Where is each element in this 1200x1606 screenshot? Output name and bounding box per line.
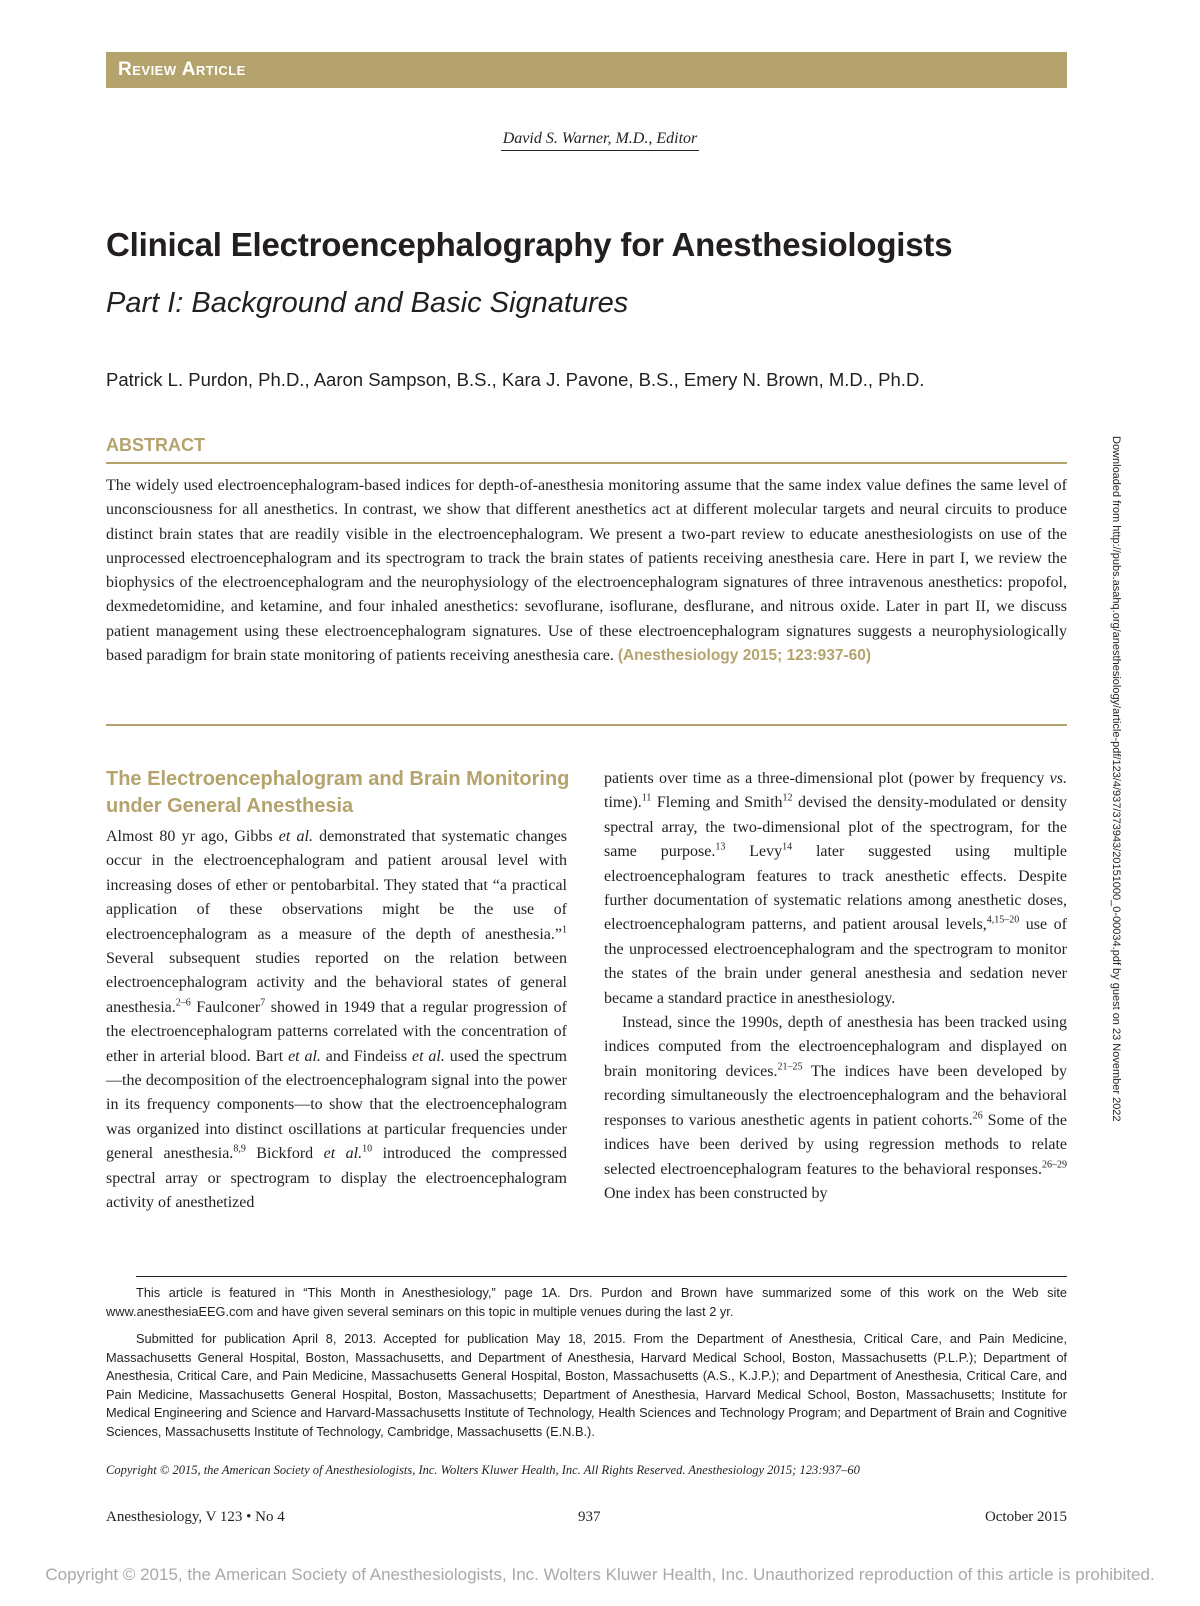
download-watermark: Downloaded from http://pubs.asahq.org/anesthesiology/article-pdf/123/4/937/373943/20151000_0-00034.pdf by guest on 23 November 2022 (1110, 436, 1122, 1122)
reference-marker: 10 (362, 1143, 373, 1155)
abstract-bottom-rule (106, 724, 1067, 726)
reference-marker: 26–29 (1042, 1159, 1067, 1171)
footnote-copyright: Copyright © 2015, the American Society of Anesthesiologists, Inc. Wolters Kluwer Health, Inc. All Rights Reserved. Anesthesiology 2015; 123:937–60 (106, 1463, 860, 1477)
footnote-submitted: Submitted for publication April 8, 2013. Accepted for publication May 18, 2015. From the Department of Anesthesia, Critical Care, and Pain Medicine, Massachusetts General Hospital, Boston, Massachusetts, and Department of Anesthesia, Harvard Medical School, Boston, Massachusetts (P.L.P.); Department of Anesthesia, Critical Care, and Pain Medicine, Massachusetts General Hospital, Boston, Massachusetts (A.S., K.J.P.); and Department of Anesthesia, Critical Care, and Pain Medicine, Massachusetts General Hospital, Boston, Massachusetts; Department of Anesthesia, Harvard Medical School, Boston, Massachusetts; Institute for Medical Engineering and Science and Harvard-Massachusetts Institute of Technology, Health Sciences and Technology Program; and Department of Brain and Cognitive Sciences, Massachusetts Institute of Technology, Cambridge, Massachusetts (E.N.B.). (106, 1331, 1067, 1439)
body-column-right (604, 767, 1067, 1206)
reference-marker: 7 (260, 997, 266, 1009)
footer-page-number: 937 (578, 1509, 601, 1525)
reference-marker: 8,9 (233, 1143, 246, 1155)
body-paragraph: Instead, since the 1990s, depth of anesthesia has been tracked using indices computed from the electroencephalogram and displayed on brain monitoring devices.$^{21-25}$ The indices have been developed by recording simultaneously the electroencephalogram and the behavioral responses to various anesthetic agents in patient cohorts.$^{26}$ Some of the indices have been derived by using regression methods to relate selected electroencephalogram features to the behavioral responses.$^{26-29}$ One index has been constructed by (604, 1014, 1068, 1202)
abstract-body (106, 474, 1067, 668)
article-title: Clinical Electroencephalography for Anesthesiologists (106, 226, 953, 263)
author-list: Patrick L. Purdon, Ph.D., Aaron Sampson, B.S., Kara J. Pavone, B.S., Emery N. Brown, M.D., Ph.D. (106, 369, 925, 390)
editor-name: David S. Warner, M.D., Editor (501, 130, 700, 151)
abstract-text: The widely used electroencephalogram-based indices for depth-of-anesthesia monitoring assume that the same index value defines the same level of unconsciousness for all anesthetics. In contrast, we show that different anesthetics act at different molecular targets and neural circuits to produce distinct brain states that are readily visible in the electroencephalogram. We present a two-part review to educate anesthesiologists on use of the unprocessed electroencephalogram and its spectrogram to track the brain states of patients receiving anesthesia care. Here in part I, we review the biophysics of the electroencephalogram and the neurophysiology of the electroencephalogram signatures of three intravenous anesthetics: propofol, dexmedetomidine, and ketamine, and four inhaled anesthetics: sevoflurane, isoflurane, desflurane, and nitrous oxide. Later in part II, we discuss patient management using these electroencephalogram signatures. Use of these electroencephalogram signatures suggests a neurophysiologically based paradigm for brain state monitoring of patients receiving anesthesia care. (106, 477, 1067, 665)
reference-marker: 4,15–20 (986, 915, 1020, 927)
reference-marker: 14 (782, 841, 793, 853)
reference-marker: 13 (715, 841, 726, 853)
reference-marker: 26 (972, 1110, 983, 1122)
section-heading: The Electroencephalogram and Brain Monitoring under General Anesthesia (106, 768, 570, 817)
body-paragraph: patients over time as a three-dimensional plot (power by frequency vs. time).$^{11}$ Fleming and Smith$^{12}$ devised the density-modulated or density spectral array, the two-dimensional plot of the spectrogram, for the same purpose.$^{13}$ Levy$^{14}$ later suggested using multiple electroencephalogram features to track anesthetic effects. Despite further documentation of systematic relations among anesthetic doses, electroencephalogram patterns, and patient arousal levels,$^{4,15-20}$ use of the unprocessed electroencephalogram and the spectrogram to monitor the states of the brain under general anesthesia and sedation never became a standard practice in anesthesiology. (604, 770, 1068, 1007)
reference-marker: 11 (641, 793, 652, 805)
footnote-rule (136, 1276, 1067, 1277)
reference-marker: 1 (562, 924, 567, 936)
body-paragraph: Almost 80 yr ago, Gibbs et al. demonstrated that systematic changes occur in the electroencephalogram and patient arousal level with increasing doses of ether or pentobarbital. They stated that “a practical application of these observations might be the use of electroencephalogram as a measure of the depth of anesthesia.”$^1$ Several subsequent studies reported on the relation between electroencephalogram activity and the behavioral states of general anesthesia.$^{2-6}$ Faulconer$^7$ showed in 1949 that a regular progression of the electroencephalogram patterns correlated with the concentration of ether in arterial blood. Bart et al. and Findeiss et al. used the spectrum—the decomposition of the electroencephalogram signal into the power in its frequency components—to show that the electroencephalogram was organized into distinct oscillations at particular frequencies under general anesthesia.$^{8,9}$ Bickford et al.$^{10}$ introduced the compressed spectral array or spectrogram to display the electroencephalogram activity of anesthetized (106, 828, 568, 1212)
editor-line (0, 130, 1200, 148)
abstract-top-rule (106, 462, 1067, 464)
article-type-banner (106, 52, 1067, 88)
footer-date: October 2015 (984, 1509, 1067, 1525)
article-subtitle: Part I: Background and Basic Signatures (106, 287, 629, 319)
abstract-heading: ABSTRACT (106, 435, 205, 455)
abstract-citation: (Anesthesiology 2015; 123:937-60) (617, 647, 872, 665)
reference-marker: 21–25 (777, 1061, 803, 1073)
footer-journal: Anesthesiology, V 123 • No 4 (106, 1509, 285, 1525)
body-column-left (106, 825, 567, 1216)
article-type-label: Review Article (118, 59, 246, 80)
footnote-featured: This article is featured in “This Month in Anesthesiology,” page 1A. Drs. Purdon and Brown have summarized some of this work on the Web site www.anesthesiaEEG.com and have given several seminars on this topic in multiple venues during the last 2 yr. (106, 1285, 1067, 1319)
copyright-notice: Copyright © 2015, the American Society of Anesthesiologists, Inc. Wolters Kluwer Health, Inc. Unauthorized reproduction of this article is prohibited. (45, 1565, 1155, 1584)
reference-marker: 2–6 (175, 997, 191, 1009)
reference-marker: 12 (782, 793, 793, 805)
